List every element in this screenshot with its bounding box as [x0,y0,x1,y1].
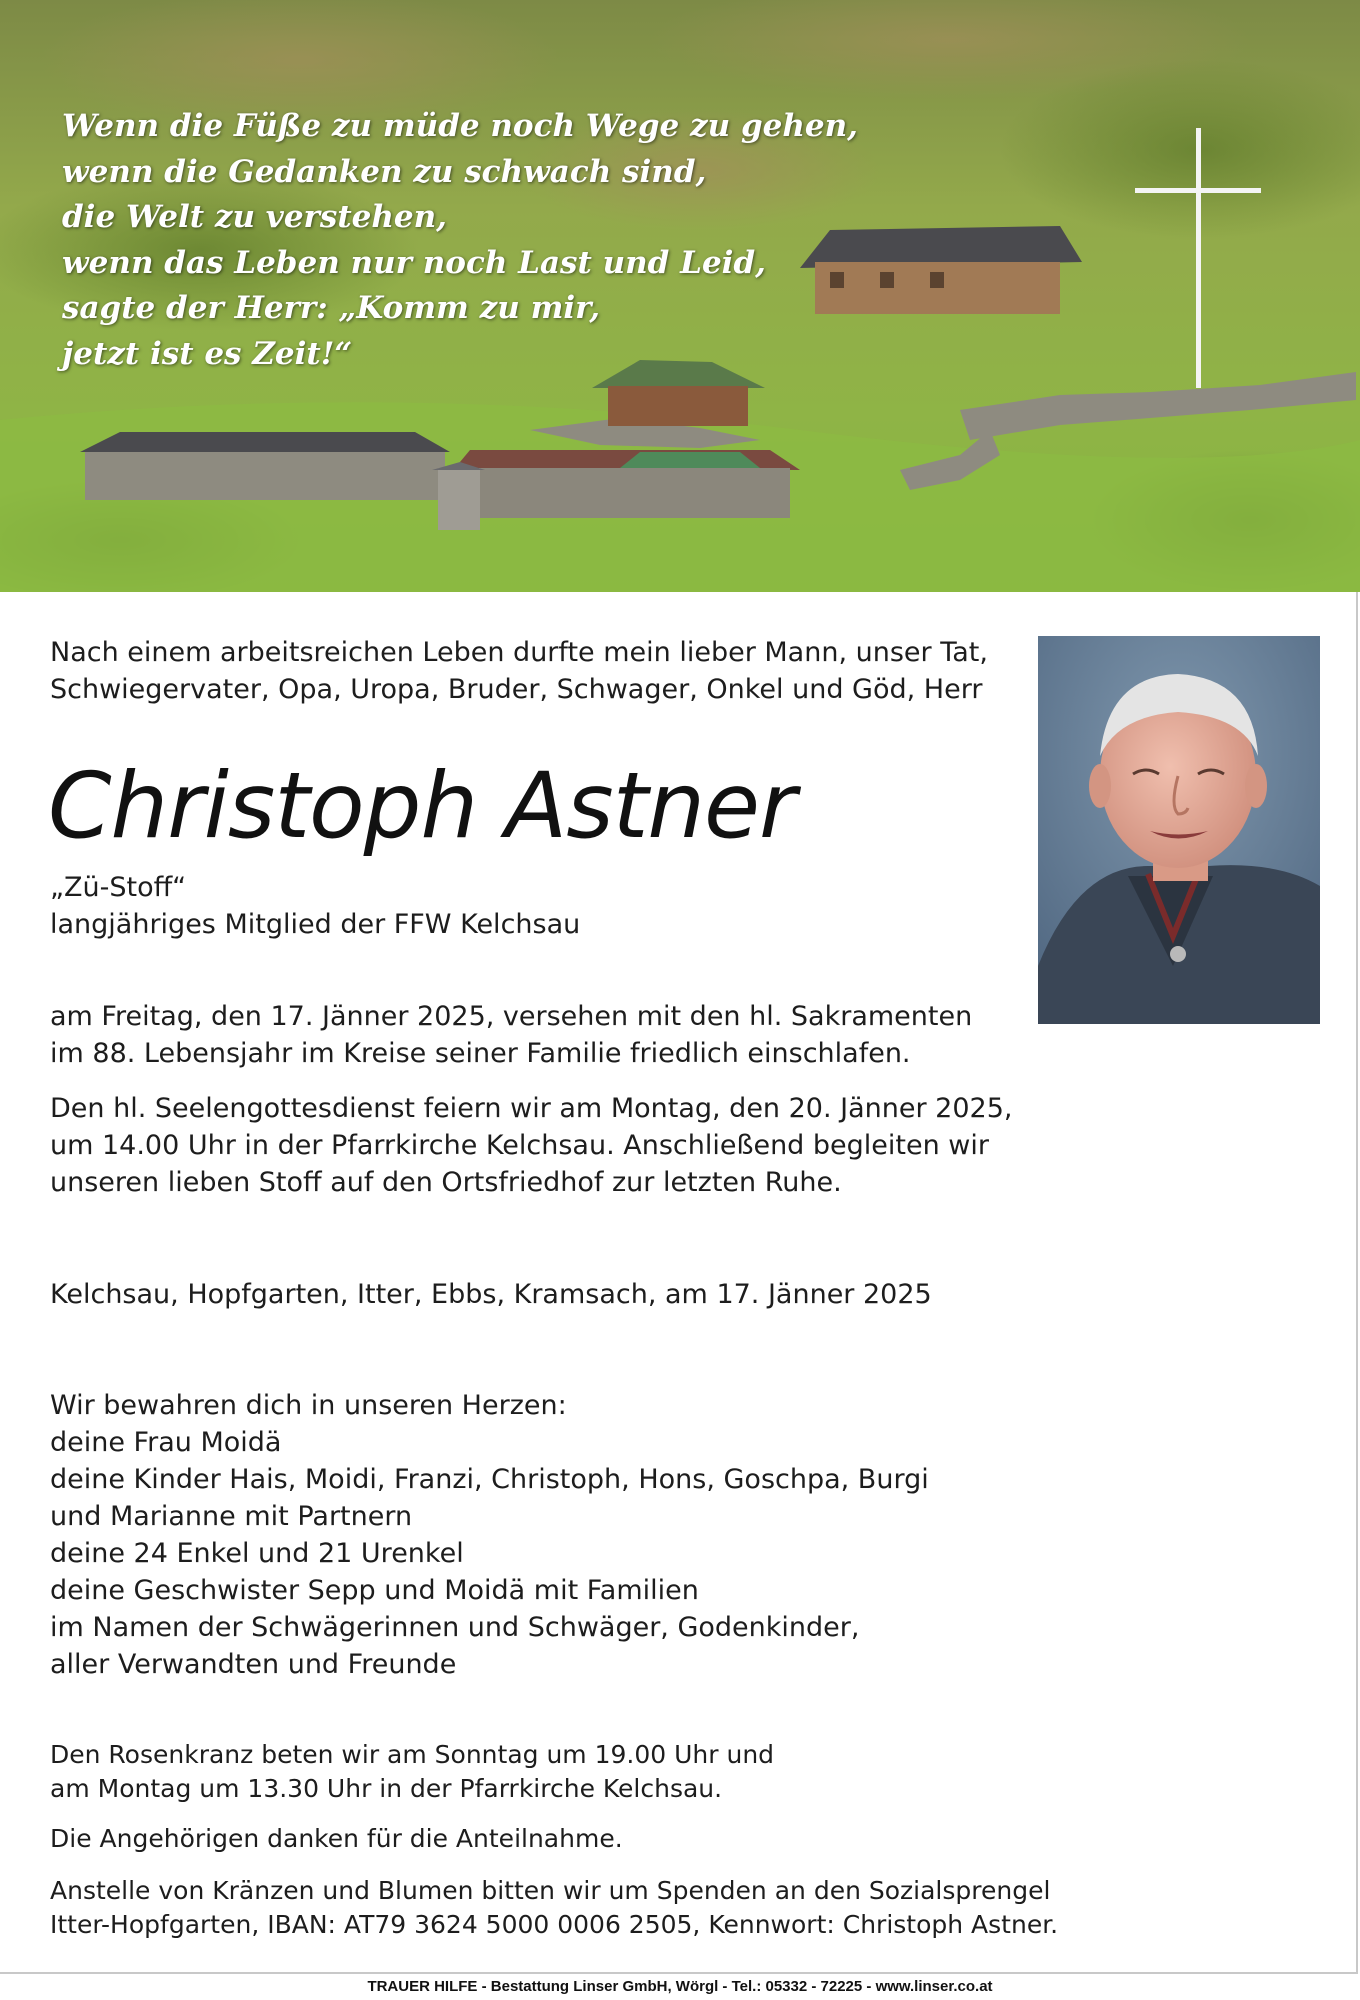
intro-line: Schwiegervater, Opa, Uropa, Bruder, Schwager, Onkel und Göd, Herr [50,674,983,705]
mourners-line: deine Geschwister Sepp und Moidä mit Familien [50,1575,699,1606]
deceased-details [50,869,580,943]
membership: langjähriges Mitglied der FFW Kelchsau [50,909,581,940]
place-date-line: Kelchsau, Hopfgarten, Itter, Ebbs, Kramsach, am 17. Jänner 2025 [50,1279,932,1310]
portrait-photo [1038,636,1320,1024]
deceased-name: Christoph Astner [48,754,796,859]
mourners [50,1387,929,1683]
rosary-line: Den Rosenkranz beten wir am Sonntag um 19.00 Uhr und [50,1740,775,1769]
mourners-line: deine 24 Enkel und 21 Urenkel [50,1538,464,1569]
intro-line: Nach einem arbeitsreichen Leben durfte mein lieber Mann, unser Tat, [50,637,988,668]
thanks [50,1822,623,1856]
mass-notice [50,1090,1012,1201]
poem-line: wenn die Gedanken zu schwach sind, [62,153,707,190]
intro-paragraph [50,634,988,708]
rosary-line: am Montag um 13.30 Uhr in der Pfarrkirche Kelchsau. [50,1774,723,1803]
donation-notice [50,1874,1058,1942]
poem-line: wenn das Leben nur noch Last und Leid, [62,244,766,281]
donation-line: Itter-Hopfgarten, IBAN: AT79 3624 5000 0006 2505, Kennwort: Christoph Astner. [50,1910,1059,1939]
mass-line: Den hl. Seelengottesdienst feiern wir am Montag, den 20. Jänner 2025, [50,1093,1013,1124]
mass-line: unseren lieben Stoff auf den Ortsfriedhof zur letzten Ruhe. [50,1167,842,1198]
footer-credit: TRAUER HILFE - Bestattung Linser GmbH, Wörgl - Tel.: 05332 - 72225 - www.linser.co.at [367,1978,993,1995]
poem-line: jetzt ist es Zeit!“ [62,335,353,372]
cross-icon [1196,128,1201,388]
mourners-line: Wir bewahren dich in unseren Herzen: [50,1390,567,1421]
poem-line: Wenn die Füße zu müde noch Wege zu gehen, [62,108,858,144]
poem [62,104,858,377]
poem-line: sagte der Herr: „Komm zu mir, [62,290,601,326]
poem-line: die Welt zu verstehen, [62,199,447,235]
mourners-line: und Marianne mit Partnern [50,1501,413,1532]
death-notice [50,998,972,1072]
donation-line: Anstelle von Kränzen und Blumen bitten wir um Spenden an den Sozialsprengel [50,1876,1051,1905]
mass-line: um 14.00 Uhr in der Pfarrkirche Kelchsau. Anschließend begleiten wir [50,1130,989,1161]
nickname: „Zü-Stoff“ [50,872,187,903]
thanks-line: Die Angehörigen danken für die Anteilnahme. [50,1824,623,1853]
mourners-line: aller Verwandten und Freunde [50,1649,457,1680]
alpine-landscape-image [0,0,1360,592]
death-notice-line: im 88. Lebensjahr im Kreise seiner Familie friedlich einschlafen. [50,1038,911,1069]
place-date [50,1276,932,1313]
mourners-line: deine Kinder Hais, Moidi, Franzi, Christoph, Hons, Goschpa, Burgi [50,1464,929,1495]
death-notice-line: am Freitag, den 17. Jänner 2025, versehen mit den hl. Sakramenten [50,1001,973,1032]
mourners-line: im Namen der Schwägerinnen und Schwäger, Godenkinder, [50,1612,860,1643]
mourners-line: deine Frau Moidä [50,1427,282,1458]
rosary-notice [50,1738,774,1806]
